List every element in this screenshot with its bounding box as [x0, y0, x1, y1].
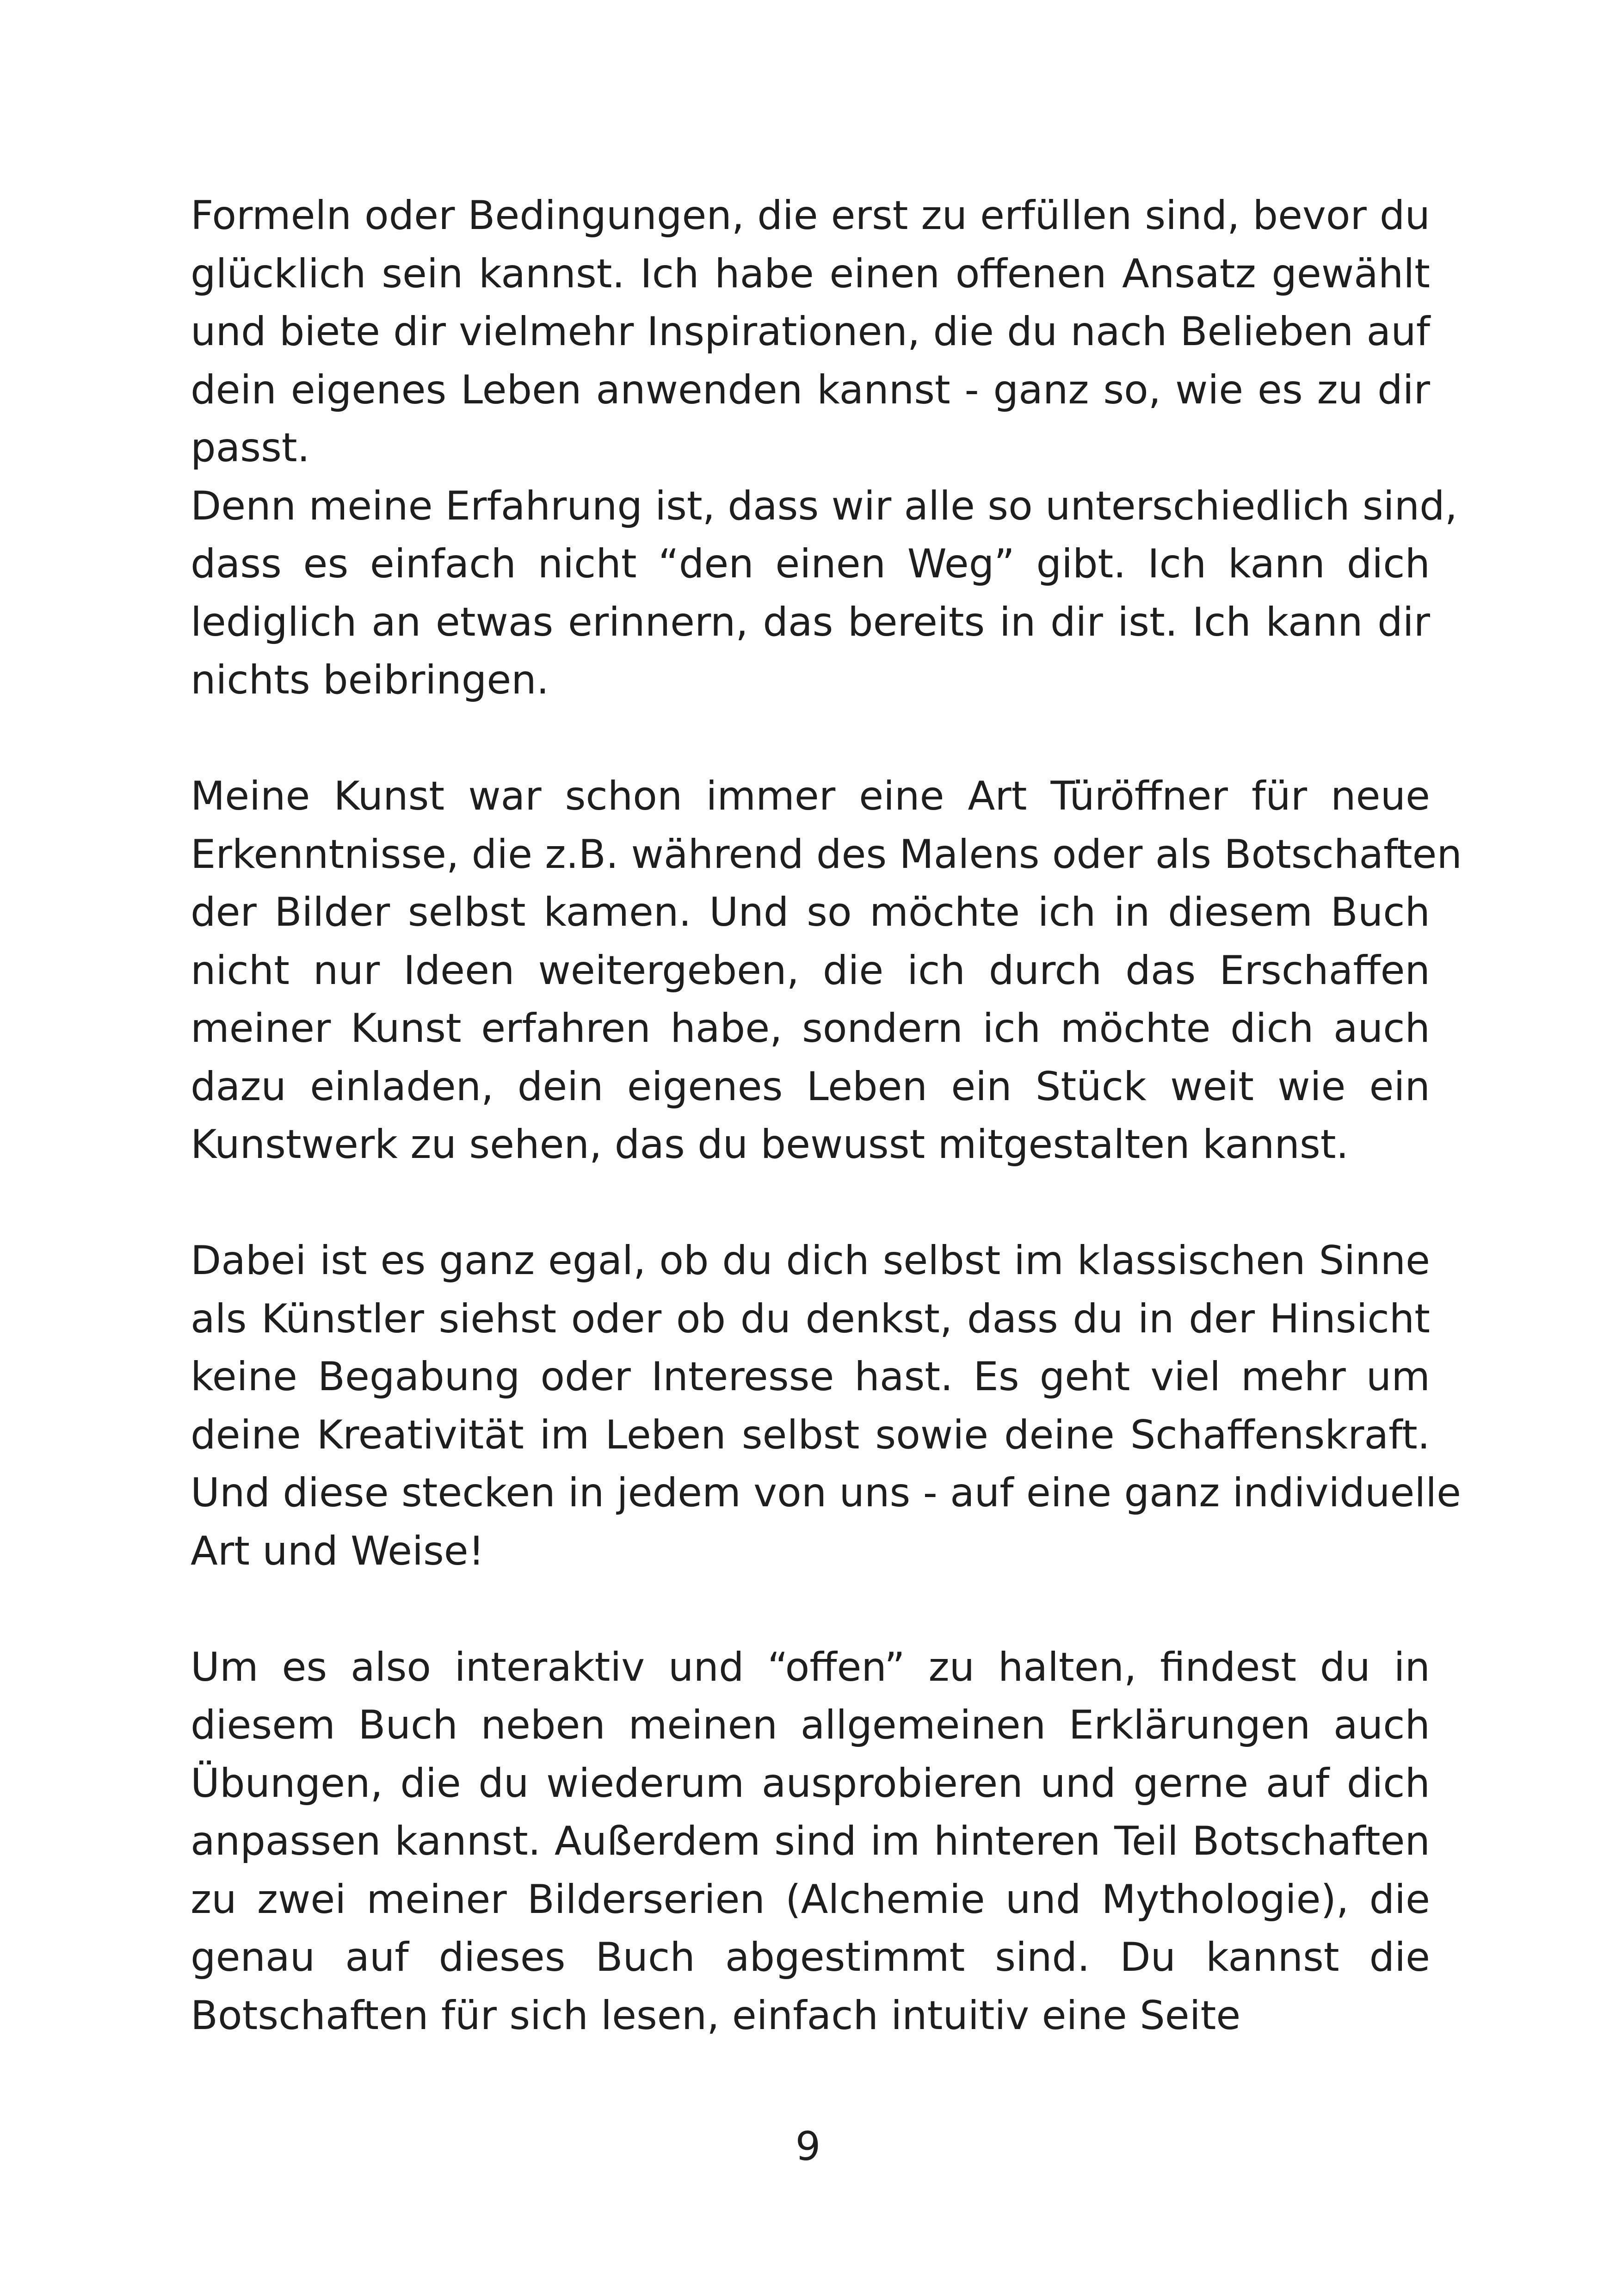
text-line: meiner Kunst erfahren habe, sondern ich möchte dich auch: [191, 1005, 1430, 1052]
paragraph: [191, 187, 1430, 477]
paragraph-gap: [191, 1174, 1430, 1232]
text-line: dazu einladen, dein eigenes Leben ein Stück weit wie ein: [191, 1063, 1430, 1110]
text-line: Formeln oder Bedingungen, die erst zu erfüllen sind, bevor du: [191, 192, 1430, 239]
text-line: keine Begabung oder Interesse hast. Es geht viel mehr um: [191, 1354, 1430, 1400]
text-line: dass es einfach nicht “den einen Weg” gibt. Ich kann dich: [191, 541, 1430, 587]
text-line: Und diese stecken in jedem von uns - auf eine ganz individuelle: [191, 1470, 1462, 1516]
text-line: Meine Kunst war schon immer eine Art Türöffner für neue: [191, 773, 1430, 819]
text-line: dein eigenes Leben anwenden kannst - ganz so, wie es zu dir: [191, 366, 1430, 413]
text-line: glücklich sein kannst. Ich habe einen offenen Ansatz gewählt: [191, 250, 1430, 297]
text-line: Erkenntnisse, die z.B. während des Malens oder als Botschaften: [191, 831, 1462, 878]
paragraph-gap: [191, 1580, 1430, 1639]
text-line: passt.: [191, 425, 310, 471]
text-line: Um es also interaktiv und “offen” zu halten, findest du in: [191, 1644, 1430, 1690]
paragraph: [191, 767, 1462, 1174]
text-line: Art und Weise!: [191, 1528, 485, 1574]
text-line: Botschaften für sich lesen, einfach intuitiv eine Seite: [191, 1992, 1241, 2039]
text-line: deine Kreativität im Leben selbst sowie deine Schaffenskraft.: [191, 1411, 1430, 1458]
paragraph-gap: [191, 710, 1430, 768]
text-line: diesem Buch neben meinen allgemeinen Erklärungen auch: [191, 1702, 1430, 1748]
text-line: als Künstler siehst oder ob du denkst, dass du in der Hinsicht: [191, 1295, 1430, 1342]
text-line: anpassen kannst. Außerdem sind im hinteren Teil Botschaften: [191, 1818, 1430, 1864]
paragraph: [191, 477, 1458, 710]
page-number: 9: [795, 2123, 821, 2170]
text-line: nicht nur Ideen weitergeben, die ich durch das Erschaffen: [191, 947, 1430, 994]
text-line: nichts beibringen.: [191, 657, 549, 703]
text-line: Kunstwerk zu sehen, das du bewusst mitgestalten kannst.: [191, 1121, 1349, 1168]
text-line: Übungen, die du wiederum ausprobieren und gerne auf dich: [191, 1760, 1430, 1807]
text-line: Denn meine Erfahrung ist, dass wir alle so unterschiedlich sind,: [191, 483, 1458, 529]
text-line: Dabei ist es ganz egal, ob du dich selbst im klassischen Sinne: [191, 1238, 1430, 1284]
paragraph: [191, 1232, 1462, 1580]
text-line: genau auf dieses Buch abgestimmt sind. Du kannst die: [191, 1934, 1430, 1980]
body-text: [191, 187, 1462, 2045]
text-line: und biete dir vielmehr Inspirationen, die du nach Belieben auf: [191, 309, 1430, 355]
text-line: der Bilder selbst kamen. Und so möchte ich in diesem Buch: [191, 889, 1430, 935]
text-line: zu zwei meiner Bilderserien (Alchemie und Mythologie), die: [191, 1876, 1430, 1923]
text-line: lediglich an etwas erinnern, das bereits in dir ist. Ich kann dir: [191, 599, 1430, 645]
paragraph: [191, 1639, 1430, 2045]
